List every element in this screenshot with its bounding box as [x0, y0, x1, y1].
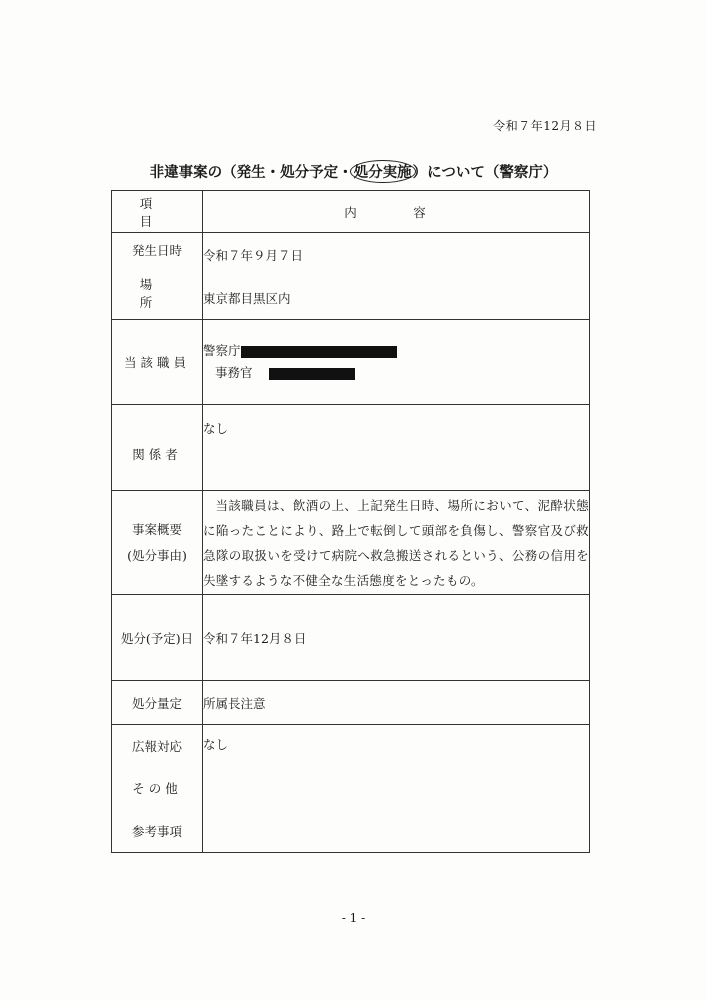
official-label: 当該職員 — [112, 320, 203, 405]
occurrence-row — [112, 233, 590, 320]
disposition-date-value: 令和７年12月８日 — [203, 595, 590, 681]
document-title — [0, 160, 707, 183]
document-date: 令和７年12月８日 — [493, 119, 597, 133]
title-prefix: 非違事案の（発生・処分予定・ — [149, 165, 353, 181]
related-value: なし — [203, 405, 590, 491]
other-value: なし — [203, 725, 590, 853]
title-suffix: ）について（警察庁） — [412, 165, 558, 181]
place-label: 場 所 — [139, 277, 209, 310]
summary-text: 当該職員は、飲酒の上、上記発生日時、場所において、泥酔状態に陥ったことにより、路上で転倒して頭部を負傷し、警察官及び救急隊の取扱いを受けて病院へ救急搬送されるという、公務の信用を失墜するような不健全な生活態度をとったもの。 — [203, 491, 590, 595]
redaction-bar — [269, 368, 355, 380]
summary-label: 事案概要 — [131, 521, 182, 537]
disposition-label: 処分量定 — [112, 681, 203, 725]
occurrence-date-value: 令和７年９月７日 — [203, 247, 304, 263]
other-label: その他 — [132, 781, 182, 797]
other-row — [112, 725, 590, 853]
page-number: - 1 - — [341, 911, 366, 925]
related-label: 関係者 — [112, 405, 203, 491]
pr-response-label: 広報対応 — [131, 739, 182, 755]
place-value: 東京都目黒区内 — [203, 290, 291, 306]
disposition-date-label: 処分(予定)日 — [112, 595, 203, 681]
reference-label: 参考事項 — [131, 823, 182, 839]
official-row — [112, 320, 590, 405]
title-circled-option: 処分実施 — [350, 160, 416, 183]
summary-row — [112, 491, 590, 595]
summary-sublabel: (処分事由) — [127, 547, 187, 563]
official-org: 警察庁 — [203, 343, 241, 358]
occurrence-date-label: 発生日時 — [131, 243, 182, 258]
table-header-row — [112, 191, 590, 233]
header-content: 内 容 — [203, 191, 590, 233]
disposition-value: 所属長注意 — [203, 681, 590, 725]
related-row — [112, 405, 590, 491]
official-rank: 事務官 — [215, 365, 253, 380]
disciplinary-table — [111, 190, 590, 853]
header-item: 項 目 — [112, 191, 203, 233]
disposition-date-row — [112, 595, 590, 681]
disposition-row — [112, 681, 590, 725]
redaction-bar — [241, 346, 397, 358]
